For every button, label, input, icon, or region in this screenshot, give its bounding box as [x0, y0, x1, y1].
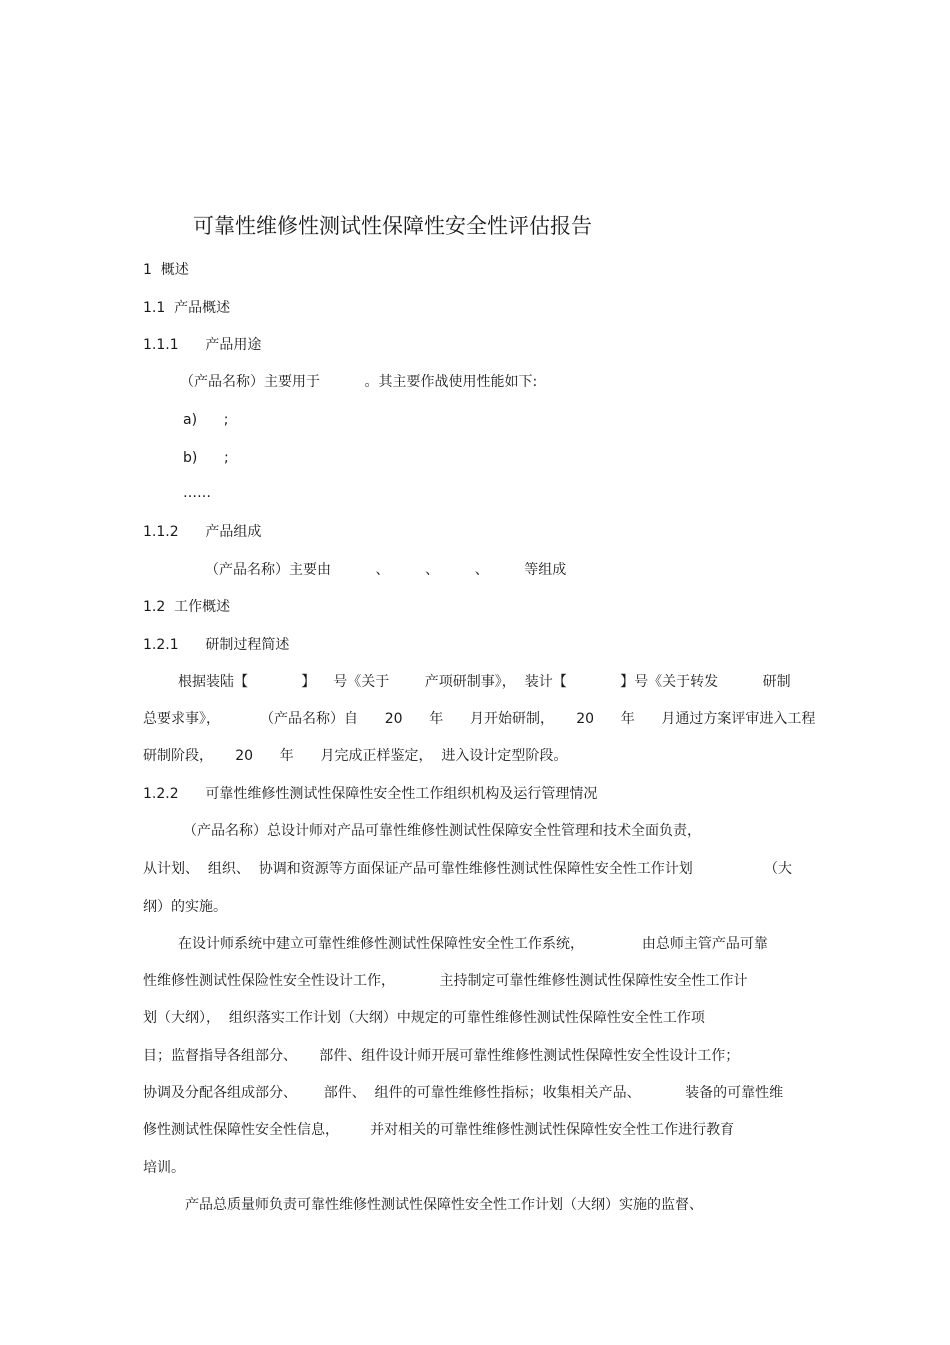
heading-1-1: 1.1 产品概述	[143, 300, 231, 316]
heading-1-2-2: 1.2.2 可靠性维修性测试性保障性安全性工作组织机构及运行管理情况	[143, 786, 598, 802]
list-ellipsis: ……	[183, 485, 211, 501]
heading-1-2: 1.2 工作概述	[143, 599, 231, 615]
paragraph-product-composition: （产品名称）主要由 、 、 、 等组成	[205, 562, 567, 578]
paragraph-system-line-3: 划（大纲）， 组织落实工作计划（大纲）中规定的可靠性维修性测试性保障性安全性工作项	[143, 1010, 705, 1026]
heading-1-1-2: 1.1.2 产品组成	[143, 524, 262, 540]
paragraph-dev-line-1: 根据装陆【 】 号《关于 产项研制事》， 装计【 】号《关于转发 研制	[178, 674, 791, 690]
paragraph-system-line-1: 在设计师系统中建立可靠性维修性测试性保障性安全性工作系统， 由总师主管产品可靠	[178, 936, 768, 952]
paragraph-org-line-3: 纲）的实施。	[143, 899, 227, 915]
paragraph-org-line-1: （产品名称）总设计师对产品可靠性维修性测试性保障安全性管理和技术全面负责，	[183, 823, 701, 839]
paragraph-system-line-7: 培训。	[143, 1160, 185, 1176]
paragraph-product-use: （产品名称）主要用于 。其主要作战使用性能如下:	[180, 374, 538, 390]
heading-1-1-1: 1.1.1 产品用途	[143, 337, 262, 353]
paragraph-system-line-4: 目；监督指导各组部分、 部件、组件设计师开展可靠性维修性测试性保障性安全性设计工作；	[143, 1048, 740, 1064]
heading-1: 1 概述	[143, 262, 189, 278]
paragraph-system-line-5: 协调及分配各组成部分、 部件、 组件的可靠性维修性指标；收集相关产品、 装备的可靠性维	[143, 1085, 784, 1101]
paragraph-system-line-6: 修性测试性保障性安全性信息， 并对相关的可靠性维修性测试性保障性安全性工作进行教育	[143, 1122, 735, 1138]
paragraph-org-line-2: 从计划、 组织、 协调和资源等方面保证产品可靠性维修性测试性保障性安全性工作计划 （大	[143, 861, 793, 877]
paragraph-dev-line-3: 研制阶段， 20 年 月完成正样鉴定， 进入设计定型阶段。	[143, 748, 568, 764]
list-item-a: a) ;	[183, 412, 229, 428]
paragraph-system-line-2: 性维修性测试性保险性安全性设计工作， 主持制定可靠性维修性测试性保障性安全性工作计	[143, 973, 748, 989]
paragraph-quality-line-1: 产品总质量师负责可靠性维修性测试性保障性安全性工作计划（大纲）实施的监督、	[185, 1197, 703, 1213]
heading-1-2-1: 1.2.1 研制过程简述	[143, 637, 290, 653]
list-item-b: b) ;	[183, 450, 229, 466]
paragraph-dev-line-2: 总要求事》， （产品名称）自 20 年 月开始研制， 20 年 月通过方案评审进入工程	[143, 711, 816, 727]
report-title: 可靠性维修性测试性保障性安全性评估报告	[193, 214, 592, 238]
